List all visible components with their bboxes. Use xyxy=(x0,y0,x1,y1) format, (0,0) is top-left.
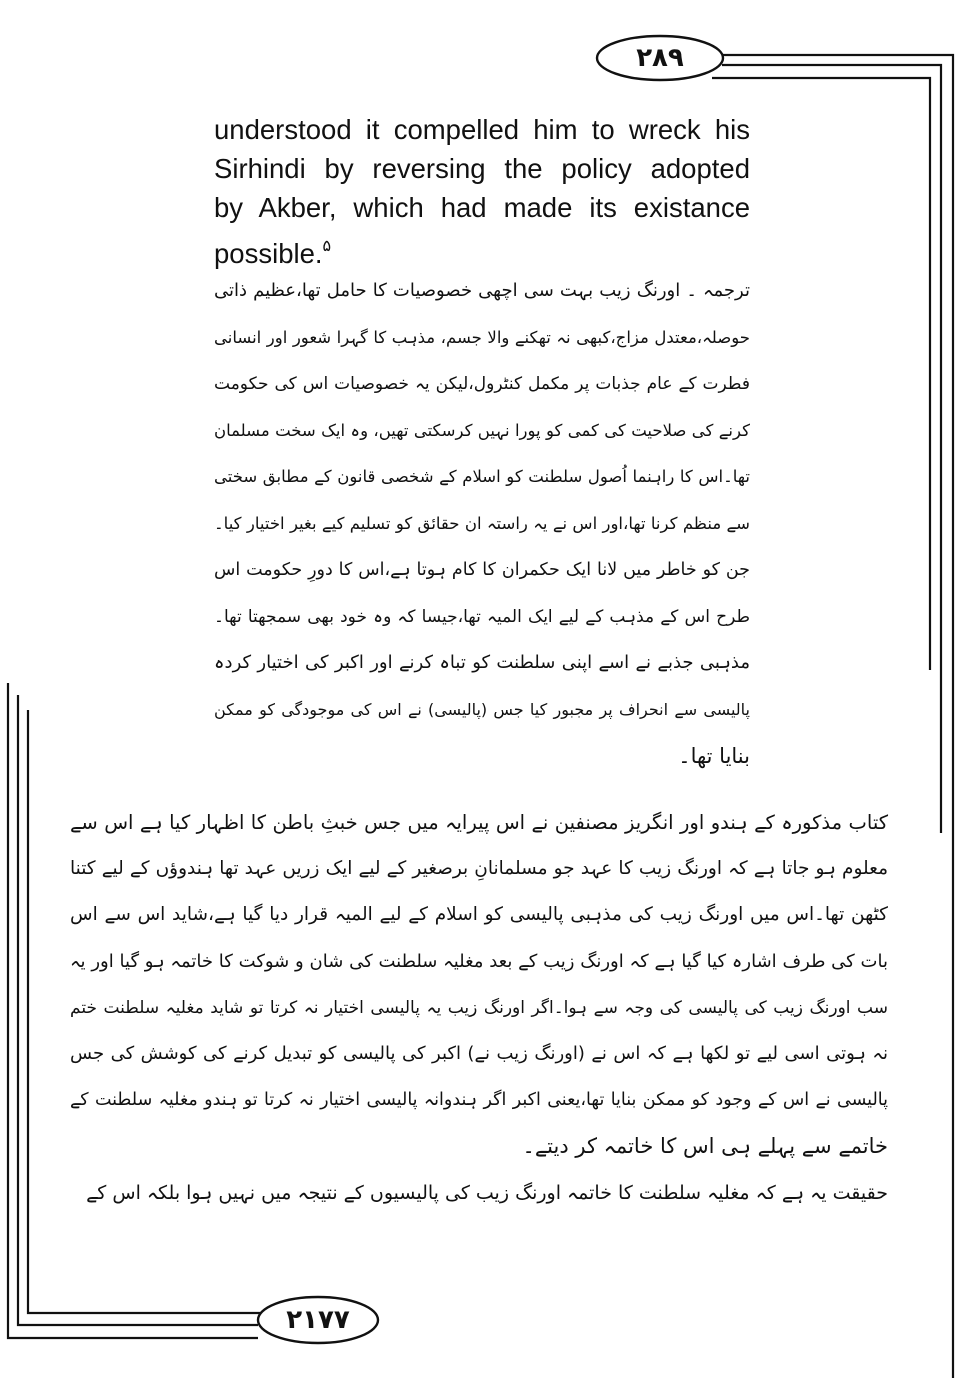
commentary-line-7: پالیسی نے اس کے وجود کو ممکن بنایا تھا،یعنی اکبر اگر ہندوانہ پالیسی اختیار نہ کرتا تو ہندو مغلیہ سلطنت کے xyxy=(70,1090,888,1111)
translation-line-5: تھا۔اس کا راہنما اُصول سلطنت کو اسلام کے شخصی قانون کے مطابق سختی xyxy=(214,467,750,486)
english-line-3: by Akber, which had made its existance xyxy=(214,192,750,223)
top-page-number: ۲۸۹ xyxy=(636,43,684,73)
english-line-2: Sirhindi by reversing the policy adopted xyxy=(214,153,750,184)
translation-line-8: طرح اس کے مذہب کے لیے ایک المیہ تھا،جیسا کہ وہ خود بھی سمجھتا تھا۔ xyxy=(214,606,750,627)
frame-line-top-middle xyxy=(722,65,941,833)
english-line-4 xyxy=(214,227,750,273)
commentary-line-2: معلوم ہو جاتا ہے کہ اورنگ زیب کا عہد جو مسلمانانِ برصغیر کے لیے ایک زریں عہد تھا ہندوؤں کے لیے کتنا xyxy=(70,858,888,880)
commentary-line-3: کٹھن تھا۔اس میں اورنگ زیب کی مذہبی پالیسی کو اسلام کے لیے المیہ قرار دیا گیا ہے،شاید اس سے اس xyxy=(70,904,888,926)
commentary-line-4: بات کی طرف اشارہ کیا گیا ہے کہ اورنگ زیب کے بعد مغلیہ سلطنت کی شان و شوکت کا خاتمہ ہو گیا اور یہ xyxy=(70,950,888,972)
translation-line-11: بنایا تھا۔ xyxy=(678,744,750,768)
urdu-commentary-block xyxy=(70,800,888,1216)
commentary-line-1: کتاب مذکورہ کے ہندو اور انگریز مصنفین نے اس پیرایہ میں جس خبثِ باطن کا اظہار کیا ہے اس سے xyxy=(70,811,888,834)
translation-line-3: فطرت کے عام جذبات پر مکمل کنٹرول،لیکن یہ خصوصیات اس کی حکومت xyxy=(214,374,750,394)
translation-line-9: مذہبی جذبے نے اسے اپنی سلطنت کو تباہ کرنے اور اکبر کی اختیار کردہ xyxy=(214,652,750,673)
urdu-translation-block xyxy=(214,268,750,780)
english-line-4-text: possible. xyxy=(214,238,323,269)
translation-line-2: حوصلہ،معتدل مزاج،کبھی نہ تھکنے والا جسم، مذہب کا گہرا شعور اور انسانی xyxy=(214,327,750,347)
commentary-line-9: حقیقت یہ ہے کہ مغلیہ سلطنت کا خاتمہ اورنگ زیب کی پالیسیوں کے نتیجہ میں نہیں ہوا بلکہ اس کے xyxy=(86,1181,888,1204)
translation-line-1: ترجمہ ۔ اورنگ زیب بہت سی اچھی خصوصیات کا حامل تھا،عظیم ذاتی xyxy=(214,280,750,301)
translation-line-4: کرنے کی صلاحیت کی کمی کو پورا نہیں کرسکتی تھیں، وہ ایک سخت مسلمان xyxy=(214,420,750,440)
commentary-line-6: نہ ہوتی اسی لیے تو لکھا ہے کہ اس نے (اورنگ زیب نے) اکبر کی پالیسی کو تبدیل کرنے کی کوشش کی جس xyxy=(70,1043,888,1065)
bottom-page-number: ۲۱۷۷ xyxy=(286,1305,350,1335)
commentary-line-5: سب اورنگ زیب کی پالیسی کی وجہ سے ہوا۔اگر اورنگ زیب یہ پالیسی اختیار نہ کرتا تو شاید مغلیہ سلطنت ختم xyxy=(70,997,888,1018)
english-line-1: understood it compelled him to wreck his xyxy=(214,114,750,145)
commentary-line-8: خاتمے سے پہلے ہی اس کا خاتمہ کر دیتے۔ xyxy=(522,1134,888,1159)
translation-line-7: جن کو خاطر میں لانا ایک حکمران کا کام ہوتا ہے،اس کا دورِ حکومت اس xyxy=(214,560,750,580)
footnote-marker: ۵ xyxy=(322,238,332,255)
translation-line-10: پالیسی سے انحراف پر مجبور کیا جس (پالیسی) نے اس کی موجودگی کو ممکن xyxy=(214,699,750,719)
translation-line-6: سے منظم کرنا تھا،اور اس نے یہ راستہ ان حقائق کو تسلیم کیے بغیر اختیار کیا۔ xyxy=(214,513,750,533)
english-quote-block xyxy=(214,110,750,273)
